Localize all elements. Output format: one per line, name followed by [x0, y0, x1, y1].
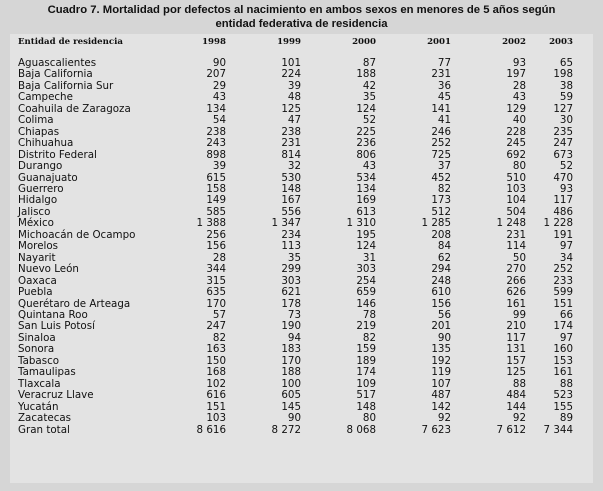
value-cell-2003: 247 [553, 137, 573, 150]
value-cell-1999: 621 [281, 286, 301, 299]
value-cell-1999: 1 347 [271, 217, 301, 230]
entity-name: Baja California [18, 68, 93, 81]
value-cell-2003: 59 [559, 91, 573, 104]
entity-name: Hidalgo [18, 194, 58, 207]
value-cell-2003: 34 [559, 251, 573, 264]
value-cell-1998: 635 [206, 286, 226, 299]
value-cell-2003: 233 [553, 274, 573, 287]
value-cell-2003: 93 [559, 182, 573, 195]
table-title [0, 3, 603, 31]
value-cell-2003: 88 [559, 377, 573, 390]
value-cell-2000: 42 [362, 79, 376, 92]
value-cell-1999: 47 [287, 114, 301, 127]
value-cell-2000: 517 [356, 389, 376, 402]
value-cell-1999: 530 [281, 171, 301, 184]
value-cell-2001: 119 [431, 366, 451, 379]
value-cell-2001: 246 [431, 125, 451, 138]
value-cell-2003: 486 [553, 205, 573, 218]
value-cell-2002: 93 [512, 57, 526, 69]
value-cell-2003: 151 [553, 297, 573, 310]
table-row [18, 367, 573, 378]
value-cell-2001: 41 [437, 114, 451, 127]
value-cell-1999: 145 [281, 400, 301, 413]
value-cell-2000: 148 [356, 400, 376, 413]
value-cell-1999: 231 [281, 137, 301, 150]
value-cell-2002: 50 [512, 251, 526, 264]
value-cell-1998: 158 [206, 182, 226, 195]
value-cell-2002: 270 [506, 263, 526, 276]
value-cell-2000: 43 [362, 160, 376, 173]
value-cell-2001: 248 [431, 274, 451, 287]
header-row [18, 34, 573, 47]
value-cell-2003: 97 [559, 240, 573, 253]
value-cell-1999: 32 [287, 160, 301, 173]
value-cell-2003: 470 [553, 171, 573, 184]
value-cell-1998: 170 [206, 297, 226, 310]
value-cell-1999: 125 [281, 102, 301, 115]
value-cell-2001: 192 [431, 354, 451, 367]
table-row [18, 138, 573, 149]
value-cell-2002: 103 [506, 182, 526, 195]
value-cell-1999: 605 [281, 389, 301, 402]
entity-name: Tabasco [18, 354, 60, 367]
value-cell-2003: 52 [559, 160, 573, 173]
value-cell-2003: 191 [553, 228, 573, 241]
value-cell-2002: 28 [512, 79, 526, 92]
value-cell-2000: 534 [356, 171, 376, 184]
value-cell-1998: 247 [206, 320, 226, 333]
value-cell-2003: 174 [553, 320, 573, 333]
value-cell-2001: 610 [431, 286, 451, 299]
value-cell-2000: 52 [362, 114, 376, 127]
value-cell-1998: 54 [212, 114, 226, 127]
value-cell-2002: 88 [512, 377, 526, 390]
value-cell-2003: 155 [553, 400, 573, 413]
entity-name: Colima [18, 114, 54, 127]
value-cell-1998: 615 [206, 171, 226, 184]
value-cell-1999: 238 [281, 125, 301, 138]
value-cell-1999: 183 [281, 343, 301, 356]
value-cell-1998: 898 [206, 148, 226, 161]
entity-name: Morelos [18, 240, 59, 253]
value-cell-1998: 163 [206, 343, 226, 356]
entity-name: Sinaloa [18, 331, 56, 344]
value-cell-2000: 124 [356, 240, 376, 253]
mortality-table [18, 34, 573, 436]
value-cell-1998: 39 [212, 160, 226, 173]
value-cell-2002: 117 [506, 331, 526, 344]
value-cell-2000: 124 [356, 102, 376, 115]
value-cell-2003: 38 [559, 79, 573, 92]
value-cell-2000: 254 [356, 274, 376, 287]
value-cell-1999: 190 [281, 320, 301, 333]
value-cell-2001: 37 [437, 160, 451, 173]
value-cell-2001: 135 [431, 343, 451, 356]
entity-name: Jalisco [18, 205, 51, 218]
value-cell-2002: 125 [506, 366, 526, 379]
value-cell-2003: 65 [559, 57, 573, 69]
value-cell-1999: 35 [287, 251, 301, 264]
entity-name: Veracruz Llave [18, 389, 94, 402]
value-cell-2002: 144 [506, 400, 526, 413]
value-cell-2001: 208 [431, 228, 451, 241]
value-cell-2001: 231 [431, 68, 451, 81]
value-cell-2001: 36 [437, 79, 451, 92]
entity-name: Sonora [18, 343, 55, 356]
value-cell-2000: 303 [356, 263, 376, 276]
value-cell-2001: 294 [431, 263, 451, 276]
entity-name: Tamaulipas [18, 366, 76, 379]
value-cell-1998: 238 [206, 125, 226, 138]
value-cell-2001: 452 [431, 171, 451, 184]
entity-name: Querétaro de Arteaga [18, 297, 131, 310]
value-cell-1998: 256 [206, 228, 226, 241]
value-cell-2000: 1 310 [346, 217, 376, 230]
value-cell-2000: 80 [362, 412, 376, 425]
value-cell-2001: 173 [431, 194, 451, 207]
value-cell-2000: 134 [356, 182, 376, 195]
value-cell-2000: 146 [356, 297, 376, 310]
table-row [18, 425, 573, 436]
value-cell-2001: 107 [431, 377, 451, 390]
entity-name: Guanajuato [18, 171, 78, 184]
value-cell-2001: 56 [437, 308, 451, 321]
value-cell-2000: 87 [362, 57, 376, 69]
value-cell-2003: 161 [553, 366, 573, 379]
value-cell-2002: 157 [506, 354, 526, 367]
value-cell-1998: 151 [206, 400, 226, 413]
entity-name: Campeche [18, 91, 73, 104]
value-cell-2000: 159 [356, 343, 376, 356]
entity-name: Chiapas [18, 125, 60, 138]
value-cell-1998: 243 [206, 137, 226, 150]
value-cell-2000: 659 [356, 286, 376, 299]
value-cell-1998: 168 [206, 366, 226, 379]
entity-name: Michoacán de Ocampo [18, 228, 136, 241]
value-cell-2001: 142 [431, 400, 451, 413]
value-cell-2003: 97 [559, 331, 573, 344]
value-cell-1999: 73 [287, 308, 301, 321]
value-cell-2002: 197 [506, 68, 526, 81]
value-cell-1998: 315 [206, 274, 226, 287]
value-cell-2003: 160 [553, 343, 573, 356]
value-cell-1998: 150 [206, 354, 226, 367]
value-cell-2001: 156 [431, 297, 451, 310]
value-cell-2003: 599 [553, 286, 573, 299]
value-cell-1999: 188 [281, 366, 301, 379]
entity-name: Baja California Sur [18, 79, 114, 92]
entity-name: Tlaxcala [18, 377, 61, 390]
value-cell-1999: 303 [281, 274, 301, 287]
value-cell-1998: 103 [206, 412, 226, 425]
value-cell-2002: 692 [506, 148, 526, 161]
value-cell-2002: 7 612 [496, 423, 526, 436]
value-cell-2002: 92 [512, 412, 526, 425]
value-cell-2002: 40 [512, 114, 526, 127]
value-cell-1999: 167 [281, 194, 301, 207]
value-cell-1999: 39 [287, 79, 301, 92]
value-cell-2000: 613 [356, 205, 376, 218]
title-line-2: entidad federativa de residencia [215, 18, 388, 30]
table-row [18, 115, 573, 126]
entity-name: Aguascalientes [18, 57, 97, 69]
value-cell-2002: 114 [506, 240, 526, 253]
value-cell-1999: 148 [281, 182, 301, 195]
entity-name: Nuevo León [18, 263, 79, 276]
table-row [18, 287, 573, 298]
value-cell-2000: 109 [356, 377, 376, 390]
header-year-2002: 2002 [502, 37, 526, 47]
value-cell-2002: 80 [512, 160, 526, 173]
entity-name: Nayarit [18, 251, 56, 264]
value-cell-1998: 149 [206, 194, 226, 207]
entity-name: Yucatán [18, 400, 59, 413]
entity-name: Quintana Roo [18, 308, 88, 321]
value-cell-2002: 510 [506, 171, 526, 184]
value-cell-2000: 35 [362, 91, 376, 104]
entity-name: Oaxaca [18, 274, 57, 287]
table-body [18, 58, 573, 436]
value-cell-2000: 174 [356, 366, 376, 379]
value-cell-2002: 626 [506, 286, 526, 299]
value-cell-2003: 523 [553, 389, 573, 402]
value-cell-2001: 92 [437, 412, 451, 425]
entity-name: Guerrero [18, 182, 64, 195]
value-cell-2001: 84 [437, 240, 451, 253]
value-cell-1998: 616 [206, 389, 226, 402]
value-cell-2002: 266 [506, 274, 526, 287]
value-cell-2002: 504 [506, 205, 526, 218]
value-cell-2002: 99 [512, 308, 526, 321]
value-cell-1999: 556 [281, 205, 301, 218]
value-cell-2001: 77 [437, 57, 451, 69]
value-cell-1999: 170 [281, 354, 301, 367]
value-cell-2003: 89 [559, 412, 573, 425]
value-cell-2003: 153 [553, 354, 573, 367]
value-cell-1998: 344 [206, 263, 226, 276]
table-row [18, 390, 573, 401]
table-row [18, 413, 573, 424]
value-cell-1999: 113 [281, 240, 301, 253]
value-cell-2000: 82 [362, 331, 376, 344]
value-cell-2001: 62 [437, 251, 451, 264]
value-cell-2001: 201 [431, 320, 451, 333]
value-cell-1998: 8 616 [196, 423, 226, 436]
value-cell-2001: 487 [431, 389, 451, 402]
value-cell-1999: 90 [287, 412, 301, 425]
value-cell-1999: 814 [281, 148, 301, 161]
entity-name: Distrito Federal [18, 148, 97, 161]
value-cell-2002: 131 [506, 343, 526, 356]
value-cell-1999: 299 [281, 263, 301, 276]
value-cell-2003: 198 [553, 68, 573, 81]
value-cell-2003: 7 344 [543, 423, 573, 436]
value-cell-2002: 484 [506, 389, 526, 402]
value-cell-1998: 102 [206, 377, 226, 390]
value-cell-2000: 195 [356, 228, 376, 241]
value-cell-1999: 101 [281, 57, 301, 69]
header-year-2001: 2001 [427, 37, 451, 47]
value-cell-1999: 8 272 [271, 423, 301, 436]
value-cell-2003: 235 [553, 125, 573, 138]
value-cell-1998: 207 [206, 68, 226, 81]
value-cell-1998: 82 [212, 331, 226, 344]
value-cell-2000: 225 [356, 125, 376, 138]
value-cell-2002: 210 [506, 320, 526, 333]
table-row [18, 264, 573, 275]
value-cell-2003: 252 [553, 263, 573, 276]
value-cell-1998: 28 [212, 251, 226, 264]
value-cell-2001: 252 [431, 137, 451, 150]
value-cell-1998: 134 [206, 102, 226, 115]
value-cell-1999: 94 [287, 331, 301, 344]
value-cell-2000: 169 [356, 194, 376, 207]
value-cell-2001: 90 [437, 331, 451, 344]
value-cell-2000: 188 [356, 68, 376, 81]
header-year-2000: 2000 [352, 37, 376, 47]
value-cell-1999: 178 [281, 297, 301, 310]
value-cell-2001: 141 [431, 102, 451, 115]
value-cell-2001: 1 285 [421, 217, 451, 230]
value-cell-1998: 29 [212, 79, 226, 92]
value-cell-1999: 100 [281, 377, 301, 390]
value-cell-2000: 806 [356, 148, 376, 161]
value-cell-2000: 78 [362, 308, 376, 321]
title-line-1: Cuadro 7. Mortalidad por defectos al nacimiento en ambos sexos en menores de 5 años según [47, 4, 556, 16]
value-cell-1999: 234 [281, 228, 301, 241]
value-cell-2002: 104 [506, 194, 526, 207]
table-panel [10, 34, 593, 483]
value-cell-2003: 127 [553, 102, 573, 115]
value-cell-1998: 43 [212, 91, 226, 104]
value-cell-2003: 1 228 [543, 217, 573, 230]
value-cell-2002: 228 [506, 125, 526, 138]
value-cell-2001: 45 [437, 91, 451, 104]
entity-name: Zacatecas [18, 412, 72, 425]
value-cell-2000: 189 [356, 354, 376, 367]
value-cell-2000: 236 [356, 137, 376, 150]
value-cell-1998: 585 [206, 205, 226, 218]
value-cell-2002: 129 [506, 102, 526, 115]
value-cell-2001: 7 623 [421, 423, 451, 436]
entity-name: Puebla [18, 286, 53, 299]
value-cell-1999: 224 [281, 68, 301, 81]
header-year-2003: 2003 [549, 37, 573, 47]
value-cell-2003: 673 [553, 148, 573, 161]
header-year-1998: 1998 [202, 37, 226, 47]
entity-name: Gran total [18, 423, 70, 436]
header-entity: Entidad de residencia [18, 37, 123, 47]
value-cell-2000: 8 068 [346, 423, 376, 436]
table-row [18, 161, 573, 172]
value-cell-1998: 90 [212, 57, 226, 69]
value-cell-1998: 156 [206, 240, 226, 253]
value-cell-2001: 725 [431, 148, 451, 161]
value-cell-2001: 82 [437, 182, 451, 195]
value-cell-2003: 30 [559, 114, 573, 127]
value-cell-2002: 245 [506, 137, 526, 150]
value-cell-2002: 231 [506, 228, 526, 241]
value-cell-2002: 43 [512, 91, 526, 104]
entity-name: México [18, 217, 54, 230]
value-cell-2002: 1 248 [496, 217, 526, 230]
entity-name: Chihuahua [18, 137, 74, 150]
header-year-1999: 1999 [277, 37, 301, 47]
value-cell-2003: 117 [553, 194, 573, 207]
table-row [18, 241, 573, 252]
value-cell-2001: 512 [431, 205, 451, 218]
value-cell-1998: 1 388 [196, 217, 226, 230]
entity-name: San Luis Potosí [18, 320, 95, 333]
value-cell-2003: 66 [559, 308, 573, 321]
value-cell-2002: 161 [506, 297, 526, 310]
value-cell-2000: 31 [362, 251, 376, 264]
entity-name: Coahuila de Zaragoza [18, 102, 131, 115]
entity-name: Durango [18, 160, 63, 173]
value-cell-1998: 57 [212, 308, 226, 321]
value-cell-1999: 48 [287, 91, 301, 104]
value-cell-2000: 219 [356, 320, 376, 333]
